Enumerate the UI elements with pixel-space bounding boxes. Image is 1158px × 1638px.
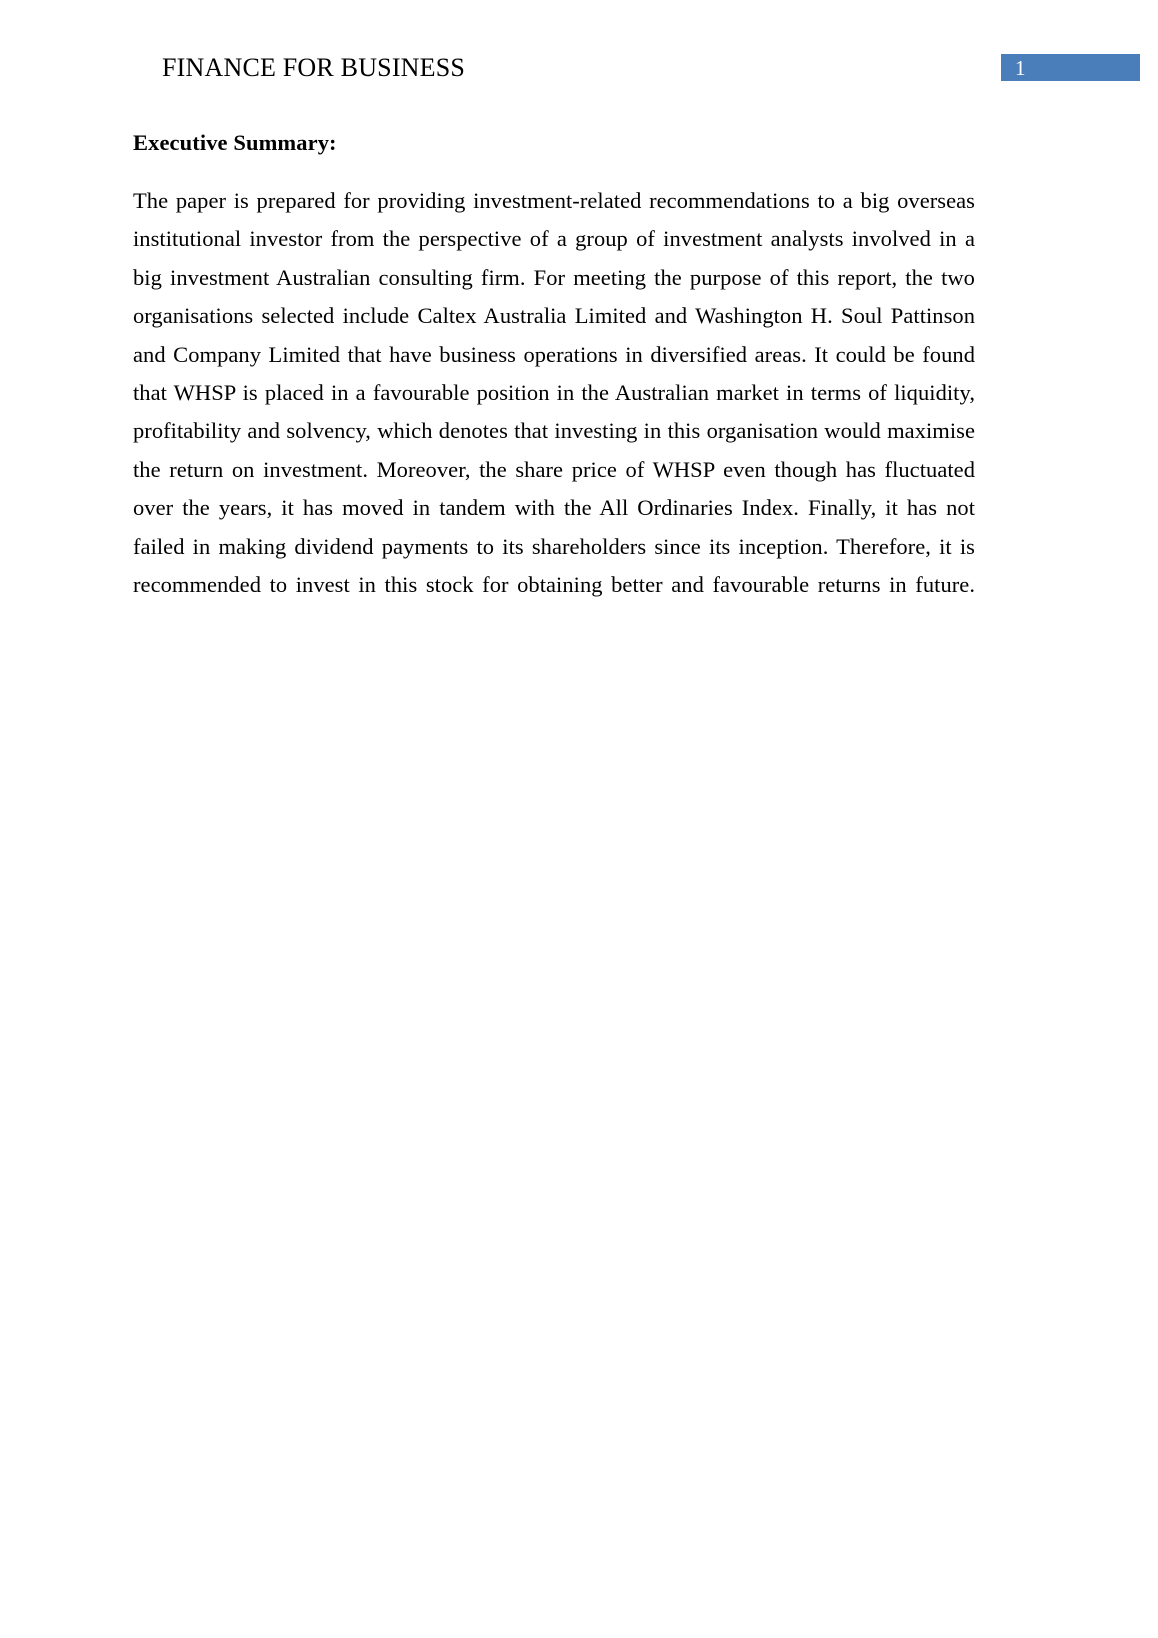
page-number-label: 1 xyxy=(1015,56,1026,80)
page-header xyxy=(0,0,1158,108)
document-header-title: FINANCE FOR BUSINESS xyxy=(162,53,466,82)
executive-summary-paragraph: The paper is prepared for providing investment-related recommendations to a big overseas institutional investor from the perspective of a group of investment analysts involved in a big investment Australian consulting firm. For meeting the purpose of this report, the two organisations selected include Caltex Australia Limited and Washington H. Soul Pattinson and Company Limited that have business operations in diversified areas. It could be found that WHSP is placed in a favourable position in the Australian market in terms of liquidity, profitability and solvency, which denotes that investing in this organisation would maximise the return on investment. Moreover, the share price of WHSP even though has fluctuated over the years, it has moved in tandem with the All Ordinaries Index. Finally, it has not failed in making dividend payments to its shareholders since its inception. Therefore, it is recommended to invest in this stock for obtaining better and favourable returns in future. xyxy=(133,188,975,598)
page-number-badge xyxy=(1001,54,1140,81)
document-content xyxy=(133,128,975,643)
section-heading-executive-summary: Executive Summary: xyxy=(133,130,337,155)
